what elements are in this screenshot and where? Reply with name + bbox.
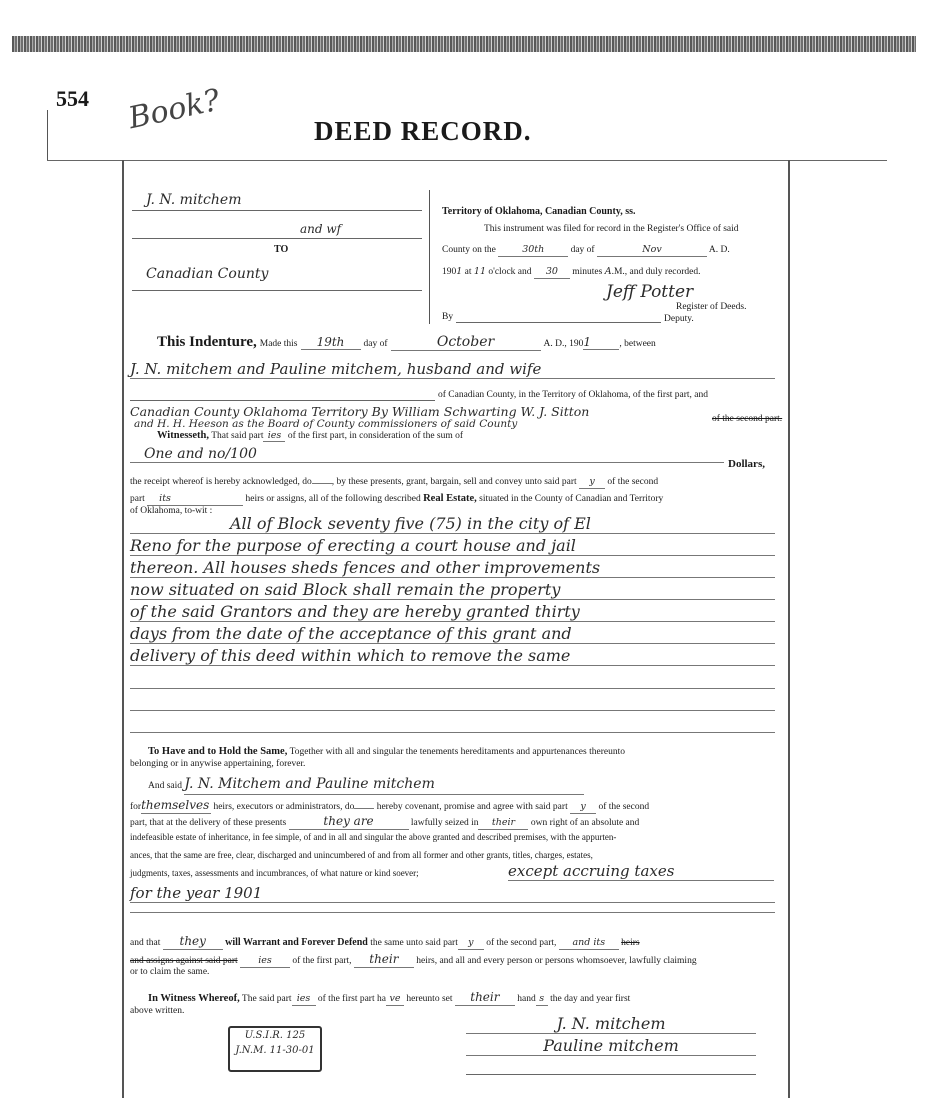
witness-row (148, 990, 630, 1006)
description-line-1: All of Block seventy five (75) in the city of El (130, 514, 775, 534)
description-line-6: days from the date of the acceptance of this grant and (130, 624, 775, 644)
scan-top-strip (12, 36, 916, 52)
grantee-line-1: Canadian County Oklahoma Territory By William Schwarting W. J. Sitton (130, 404, 590, 419)
receipt-text-2: , by these presents, grant, bargain, sell and convey unto said part (331, 477, 577, 487)
oclock-label: o'clock and (488, 267, 532, 277)
and-said-label: And said (148, 781, 183, 791)
warrant-text-2: the same unto said part (370, 938, 458, 948)
record-to-label: TO (274, 244, 289, 255)
habendum-heading: To Have and to Hold the Same, (148, 746, 288, 757)
warrant-text: will Warrant and Forever Defend (225, 937, 368, 948)
estate-line: indefeasible estate of inheritance, in fee simple, of and in all and singular the above granted and described premises, with the appurten- (130, 832, 617, 842)
warrant-party: y (458, 937, 484, 950)
day-of-label: day of (570, 245, 595, 255)
covenant-text: hereby covenant, promise and agree with said part (376, 802, 568, 812)
blank-line-3 (130, 732, 775, 733)
witness-parties: ies (292, 993, 316, 1006)
situated-text: situated in the County of Canadian and Territory (479, 494, 664, 504)
part-its: its (147, 493, 243, 506)
first-part-value: their (354, 952, 414, 968)
indenture-row (157, 334, 656, 351)
covenant-end: of the second (598, 802, 650, 812)
and-that-value: they (163, 934, 223, 950)
record-and-wife: and wf (300, 222, 342, 236)
page-number: 554 (56, 86, 89, 111)
witness-text-5: above written. (130, 1006, 185, 1016)
made-year: 1 (583, 335, 619, 350)
blank-line-2 (130, 710, 775, 711)
witness-text-3: hereunto set (406, 994, 453, 1004)
inner-right-border (788, 160, 790, 1098)
witness-s: s (536, 993, 548, 1006)
filed-text: This instrument was filed for record in the Register's Office of said (484, 224, 739, 234)
covenant-row (130, 798, 649, 814)
witnesseth-row (157, 430, 463, 442)
made-ad: A. D., 190 (543, 339, 584, 349)
second-part-label: of the second part. (712, 414, 783, 424)
habendum-row (148, 746, 625, 757)
witness-hand: hand (517, 994, 536, 1004)
revenue-stamp-note (228, 1026, 322, 1072)
description-line-3: thereon. All houses sheds fences and other improvements (130, 558, 775, 578)
filed-time-row (442, 266, 701, 279)
by-line (456, 322, 661, 323)
made-this: Made this (259, 339, 298, 349)
seized-value: their (478, 817, 528, 830)
grantee-line-2: and H. H. Heeson as the Board of County commissioners of said County (134, 418, 518, 430)
delivery-text: part, that at the delivery of these presents (130, 818, 287, 828)
and-that-label: and that (130, 938, 161, 948)
of-county-line (130, 400, 435, 401)
signature-1: J. N. mitchem (466, 1014, 756, 1034)
blank-line-4 (130, 912, 775, 913)
signature-line-3 (466, 1074, 756, 1075)
description-line-5: of the said Grantors and they are hereby granted thirty (130, 602, 775, 622)
except-line-1: except accruing taxes (508, 862, 774, 881)
receipt-text: the receipt whereof is hereby acknowledged, do (130, 477, 312, 487)
stamp-line-2: J.N.M. 11-30-01 (235, 1045, 315, 1056)
for-value: themselves (141, 798, 210, 812)
second-part-text: of the second part, (486, 938, 557, 948)
recorded-label: .M., and duly recorded. (611, 267, 701, 277)
parties-line: J. N. mitchem and Pauline mitchem, husband and wife (130, 360, 775, 379)
made-month: October (391, 334, 541, 351)
delivery-value: they are (289, 814, 409, 830)
delivery-row (130, 814, 639, 830)
page-title: DEED RECORD. (314, 116, 532, 146)
between-label: , between (619, 339, 656, 349)
filed-ampm: A (604, 266, 612, 277)
witness-heading: In Witness Whereof, (148, 993, 240, 1004)
part-label: part (130, 494, 145, 504)
filed-month: Nov (597, 244, 707, 257)
heirs-row (130, 492, 663, 506)
record-line-1 (132, 210, 422, 211)
signature-2: Pauline mitchem (466, 1036, 756, 1056)
witnesseth-text-2: of the first part, in consideration of the sum of (287, 431, 464, 441)
witnesseth-parts: ies (263, 430, 285, 442)
description-line-4: now situated on said Block shall remain the property (130, 580, 775, 600)
habendum-text-1: Together with all and singular the tenements hereditaments and appurtenances thereunto (289, 747, 625, 757)
receipt-text-3: of the second (607, 477, 659, 487)
record-box-divider (429, 190, 430, 324)
stamp-line-1: U.S.I.R. 125 (244, 1030, 306, 1041)
claim-end: or to claim the same. (130, 967, 210, 977)
register-signature: Jeff Potter (606, 282, 694, 302)
except-line-2: for the year 1901 (130, 884, 775, 903)
claim-text: heirs, and all and every person or persons whomsoever, lawfully claiming (416, 956, 697, 966)
indenture-heading: This Indenture, (157, 334, 257, 350)
of-county-text: of Canadian County, in the Territory of Oklahoma, of the first part, and (438, 390, 709, 400)
frame-left-line (47, 110, 48, 160)
for-label: for (130, 802, 142, 812)
habendum-text-2: belonging or in anywise appertaining, forever. (130, 759, 306, 769)
assigns-text: and assigns against said part (130, 956, 238, 966)
do-blank (354, 808, 374, 809)
by-label: By (442, 312, 454, 322)
at-label: at (464, 267, 472, 277)
judgments-line: judgments, taxes, assessments and incumbrances, of what nature or kind soever; (130, 868, 419, 878)
inner-left-border (122, 160, 124, 1098)
witness-text-4: the day and year first (550, 994, 631, 1004)
filed-minutes: 30 (534, 266, 570, 279)
second-part-value: and its (559, 937, 619, 950)
filed-day: 30th (498, 244, 568, 257)
witnesseth-heading: Witnesseth, (157, 430, 210, 441)
record-grantee: Canadian County (146, 266, 269, 282)
heirs-exec-text: heirs, executors or administrators, do (213, 802, 355, 812)
filed-year-suffix: 1 (456, 266, 463, 277)
register-label: Register of Deeds. (676, 302, 747, 312)
record-line-3 (132, 290, 422, 291)
witness-text-2: of the first part ha (317, 994, 386, 1004)
and-said-names: J. N. Mitchem and Pauline mitchem (184, 776, 584, 795)
county-on-label: County on the (442, 245, 496, 255)
receipt-party: y (579, 476, 605, 489)
first-part-text: of the first part, (292, 956, 352, 966)
header-rule (47, 160, 887, 161)
book-handwritten-note: Book? (125, 82, 224, 137)
record-grantor: J. N. mitchem (146, 192, 242, 208)
consideration-amount: One and no/100 (130, 446, 724, 463)
seized-end: own right of an absolute and (530, 818, 640, 828)
seized-text: lawfully seized in (410, 818, 479, 828)
witness-ve: ve (386, 993, 404, 1006)
dollars-label: Dollars, (728, 458, 765, 470)
to-wit-label: of Oklahoma, to-wit : (130, 506, 213, 516)
and-said-row (148, 776, 584, 795)
made-day-of: day of (363, 339, 388, 349)
description-line-2: Reno for the purpose of erecting a court house and jail (130, 536, 775, 556)
filed-year-prefix: 190 (442, 267, 457, 277)
receipt-row (130, 476, 658, 489)
filed-date-row (442, 244, 730, 257)
witnesseth-text: That said part (211, 431, 264, 441)
free-line: ances, that the same are free, clear, discharged and unincumbered of and from all former and other grants, titles, charges, estates, (130, 850, 593, 860)
made-day: 19th (301, 335, 361, 350)
assigns-row (130, 952, 697, 968)
deputy-label: Deputy. (664, 314, 694, 324)
description-line-7: delivery of this deed within which to remove the same (130, 646, 775, 666)
minutes-label: minutes (572, 267, 603, 277)
covenant-party: y (570, 801, 596, 814)
heirs-struck: heirs (621, 938, 640, 948)
territory-heading: Territory of Oklahoma, Canadian County, ss. (442, 206, 636, 217)
blank-line-1 (130, 688, 775, 689)
warranty-row (130, 934, 640, 950)
filed-hour: 11 (473, 266, 486, 277)
record-line-2 (132, 238, 422, 239)
heirs-text: heirs or assigns, all of the following described (245, 494, 421, 504)
real-estate-label: Real Estate, (423, 493, 477, 504)
witness-text-1: The said part (241, 994, 292, 1004)
ad-label: A. D. (708, 245, 730, 255)
witness-their: their (455, 990, 515, 1006)
assigns-value: ies (240, 955, 290, 968)
receipt-blank (312, 483, 332, 484)
